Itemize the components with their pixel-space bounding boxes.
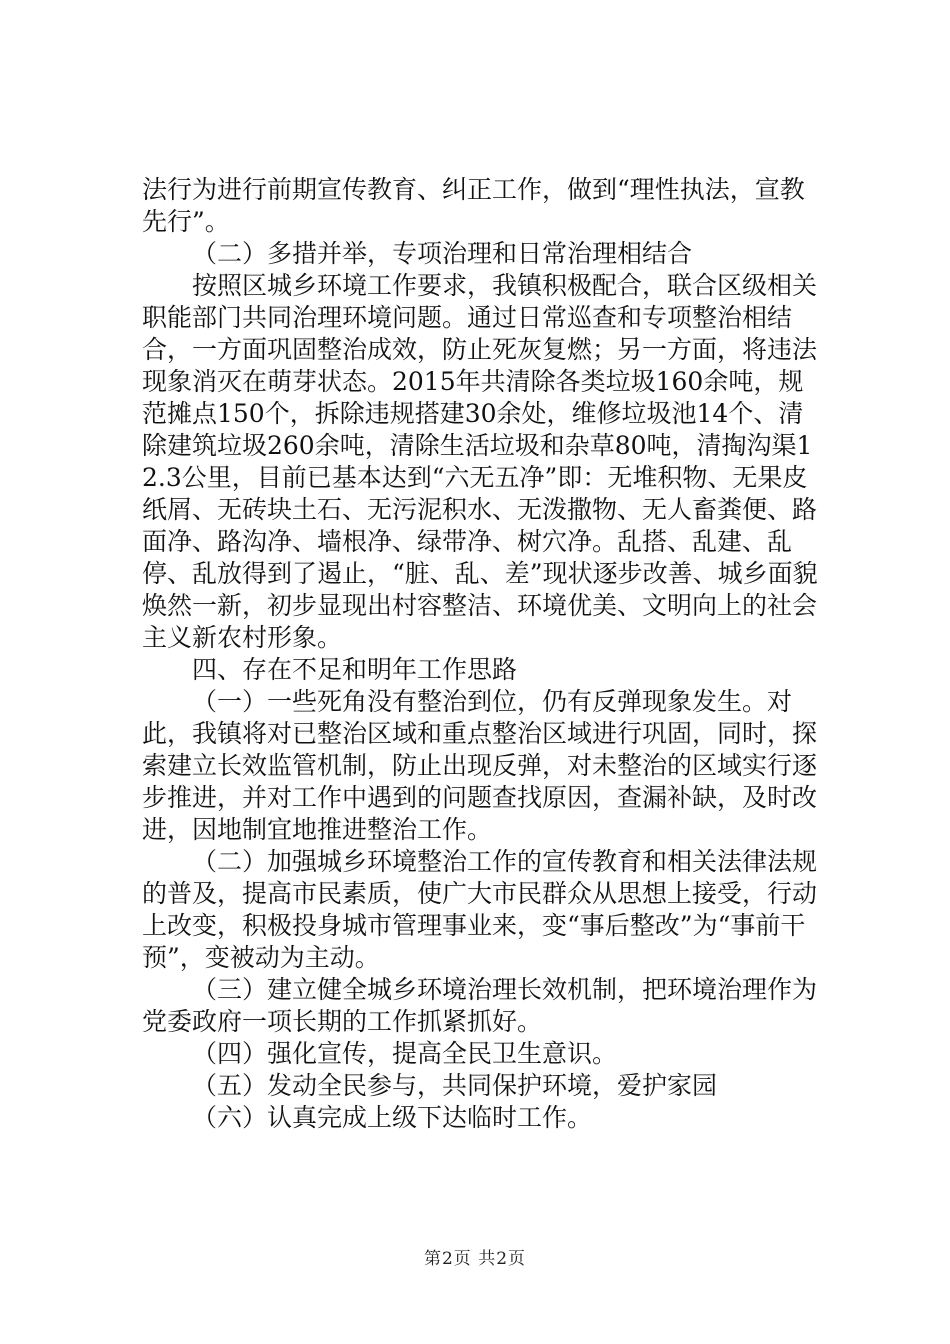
page-footer: 第2页 共2页	[423, 1249, 527, 1269]
paragraph-4-heading: 四、存在不足和明年工作思路	[192, 655, 518, 684]
document-body	[142, 174, 822, 1134]
paragraph-6: （二）加强城乡环境整治工作的宣传教育和相关法律法规的普及，提高市民素质，使广大市民群众从思想上接受，行动上改变，积极投身城市管理事业来，变“事后整改”为“事前干预”，变被动为主动。	[142, 847, 818, 972]
paragraph-2-heading: （二）多措并举，专项治理和日常治理相结合	[192, 239, 693, 268]
paragraph-1: 法行为进行前期宣传教育、纠正工作，做到“理性执法，宣教先行”。	[142, 175, 805, 236]
paragraph-8: （四）强化宣传，提高全民卫生意识。	[192, 1039, 618, 1068]
paragraph-5: （一）一些死角没有整治到位，仍有反弹现象发生。对此，我镇将对已整治区域和重点整治区域进行巩固，同时，探索建立长效监管机制，防止出现反弹，对未整治的区域实行逐步推进，并对工作中遇到的问题查找原因，查漏补缺，及时改进，因地制宜地推进整治工作。	[142, 687, 818, 844]
paragraph-10: （六）认真完成上级下达临时工作。	[192, 1103, 593, 1132]
paragraph-7: （三）建立健全城乡环境治理长效机制，把环境治理作为党委政府一项长期的工作抓紧抓好。	[142, 975, 818, 1036]
paragraph-3: 按照区城乡环境工作要求，我镇积极配合，联合区级相关职能部门共同治理环境问题。通过日常巡查和专项整治相结合，一方面巩固整治成效，防止死灰复燃；另一方面，将违法现象消灭在萌芽状态。2015年共清除各类垃圾160余吨，规范摊点150个，拆除违规搭建30余处，维修垃圾池14个、清除建筑垃圾260余吨，清除生活垃圾和杂草80吨，清掏沟渠12.3公里，目前已基本达到“六无五净”即：无堆积物、无果皮纸屑、无砖块土石、无污泥积水、无泼撒物、无人畜粪便、路面净、路沟净、墙根净、绿带净、树穴净。乱搭、乱建、乱停、乱放得到了遏止，“脏、乱、差”现状逐步改善、城乡面貌焕然一新，初步显现出村容整洁、环境优美、文明向上的社会主义新农村形象。	[142, 271, 818, 652]
paragraph-9: （五）发动全民参与，共同保护环境，爱护家园	[192, 1071, 718, 1100]
